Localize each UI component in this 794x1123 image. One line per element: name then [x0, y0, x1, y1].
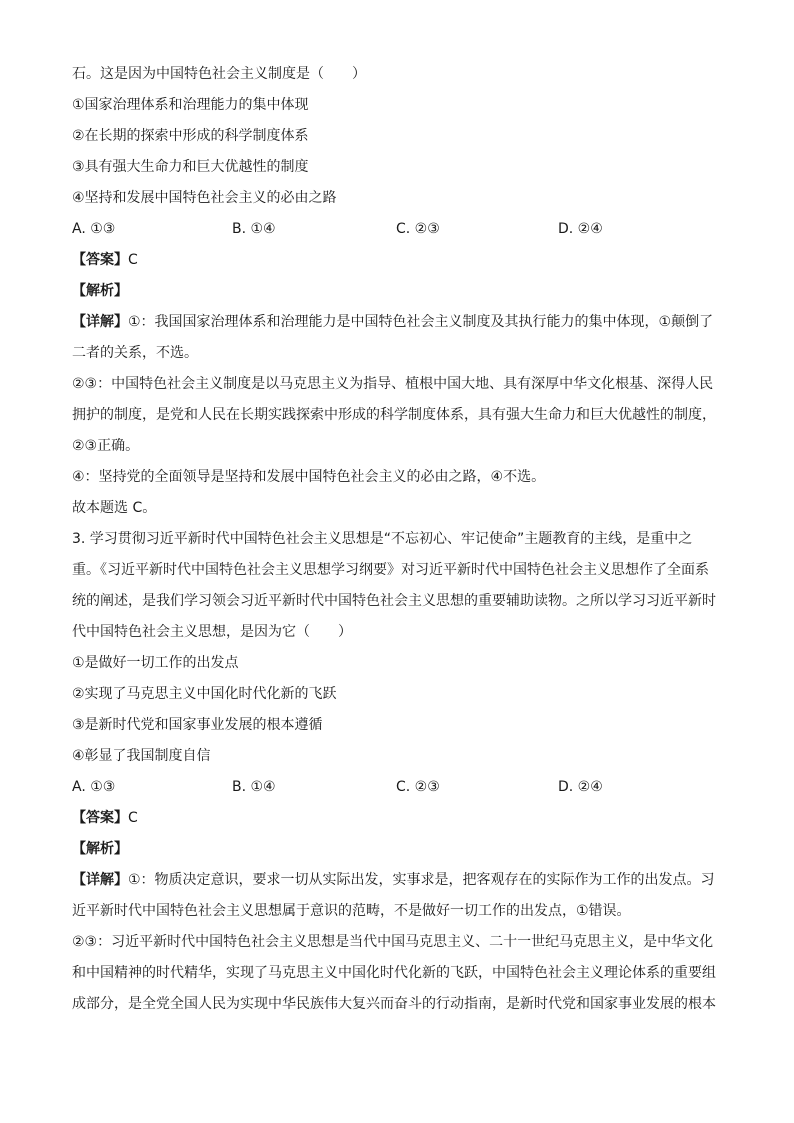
q2-option-a: A. ①③: [72, 221, 116, 237]
q2-detail-line-3: ②③：中国特色社会主义制度是以马克思主义为指导、植根中国大地、具有深厚中华文化根基、深得人民: [72, 376, 714, 392]
q2-detail-line-1: [72, 312, 713, 332]
q3-detail-line-4: 和中国精神的时代精华，实现了马克思主义中国化时代化新的飞跃，中国特色社会主义理论体系的重要组: [72, 965, 716, 981]
q3-item-4: ④彰显了我国制度自信: [72, 748, 211, 764]
q3-option-c: C. ②③: [396, 779, 440, 795]
q2-detail-line-2: 二者的关系，不选。: [72, 345, 198, 361]
q2-item-1: ①国家治理体系和治理能力的集中体现: [72, 97, 309, 113]
q3-detail-line-1: [72, 870, 715, 890]
q2-item-2: ②在长期的探索中形成的科学制度体系: [72, 128, 309, 144]
q3-detail-line-5: 成部分，是全党全国人民为实现中华民族伟大复兴而奋斗的行动指南，是新时代党和国家事业发展的根本: [72, 996, 716, 1012]
q3-answer-value: C: [128, 810, 138, 826]
q2-answer-value: C: [128, 252, 138, 268]
q2-analysis-tag: 【解析】: [72, 283, 128, 299]
q2-item-3: ③具有强大生命力和巨大优越性的制度: [72, 159, 309, 175]
q2-option-c: C. ②③: [396, 221, 440, 237]
q3-stem-line-1: 3. 学习贯彻习近平新时代中国特色社会主义思想是“不忘初心、牢记使命”主题教育的主线，是重中之: [72, 531, 693, 547]
q2-detail-line-5: ②③正确。: [72, 438, 140, 454]
q3-analysis-tag: 【解析】: [72, 841, 128, 857]
q3-item-3: ③是新时代党和国家事业发展的根本遵循: [72, 717, 323, 733]
q3-item-2: ②实现了马克思主义中国化时代化新的飞跃: [72, 686, 337, 702]
q2-answer-tag: 【答案】: [72, 252, 128, 268]
q3-stem-line-2: 重。《习近平新时代中国特色社会主义思想学习纲要》对习近平新时代中国特色社会主义思想作了全面系: [72, 562, 709, 578]
q2-answer-line: [72, 250, 138, 270]
q3-answer-tag: 【答案】: [72, 810, 128, 826]
q2-item-4: ④坚持和发展中国特色社会主义的必由之路: [72, 190, 337, 206]
q2-option-d: D. ②④: [558, 221, 603, 237]
q3-detail-tag: 【详解】: [72, 872, 128, 888]
q2-detail-tag: 【详解】: [72, 314, 128, 330]
q2-detail-line-6: ④：坚持党的全面领导是坚持和发展中国特色社会主义的必由之路，④不选。: [72, 469, 546, 485]
q3-item-1: ①是做好一切工作的出发点: [72, 655, 239, 671]
q2-detail-line-4: 拥护的制度，是党和人民在长期实践探索中形成的科学制度体系，具有强大生命力和巨大优越性的制度，: [72, 407, 716, 423]
q3-stem-line-3: 统的阐述，是我们学习领会习近平新时代中国特色社会主义思想的重要辅助读物。之所以学习习近平新时: [72, 593, 716, 609]
q3-option-b: B. ①④: [232, 779, 276, 795]
q2-detail-text-1: ①：我国国家治理体系和治理能力是中国特色社会主义制度及其执行能力的集中体现，①颠倒了: [128, 314, 714, 330]
q3-answer-line: [72, 808, 138, 828]
q2-conclusion: 故本题选 C。: [72, 500, 157, 516]
q3-option-d: D. ②④: [558, 779, 603, 795]
q3-stem-line-4: 代中国特色社会主义思想，是因为它（ ）: [72, 624, 352, 640]
q3-detail-text-1: ①：物质决定意识，要求一切从实际出发，实事求是，把客观存在的实际作为工作的出发点。习: [128, 872, 715, 888]
q2-stem-tail: 石。这是因为中国特色社会主义制度是（ ）: [72, 66, 366, 82]
q3-detail-line-3: ②③：习近平新时代中国特色社会主义思想是当代中国马克思主义、二十一世纪马克思主义，是中华文化: [72, 934, 714, 950]
q3-detail-line-2: 近平新时代中国特色社会主义思想属于意识的范畴，不是做好一切工作的出发点，①错误。: [72, 903, 631, 919]
q3-option-a: A. ①③: [72, 779, 116, 795]
q2-option-b: B. ①④: [232, 221, 276, 237]
